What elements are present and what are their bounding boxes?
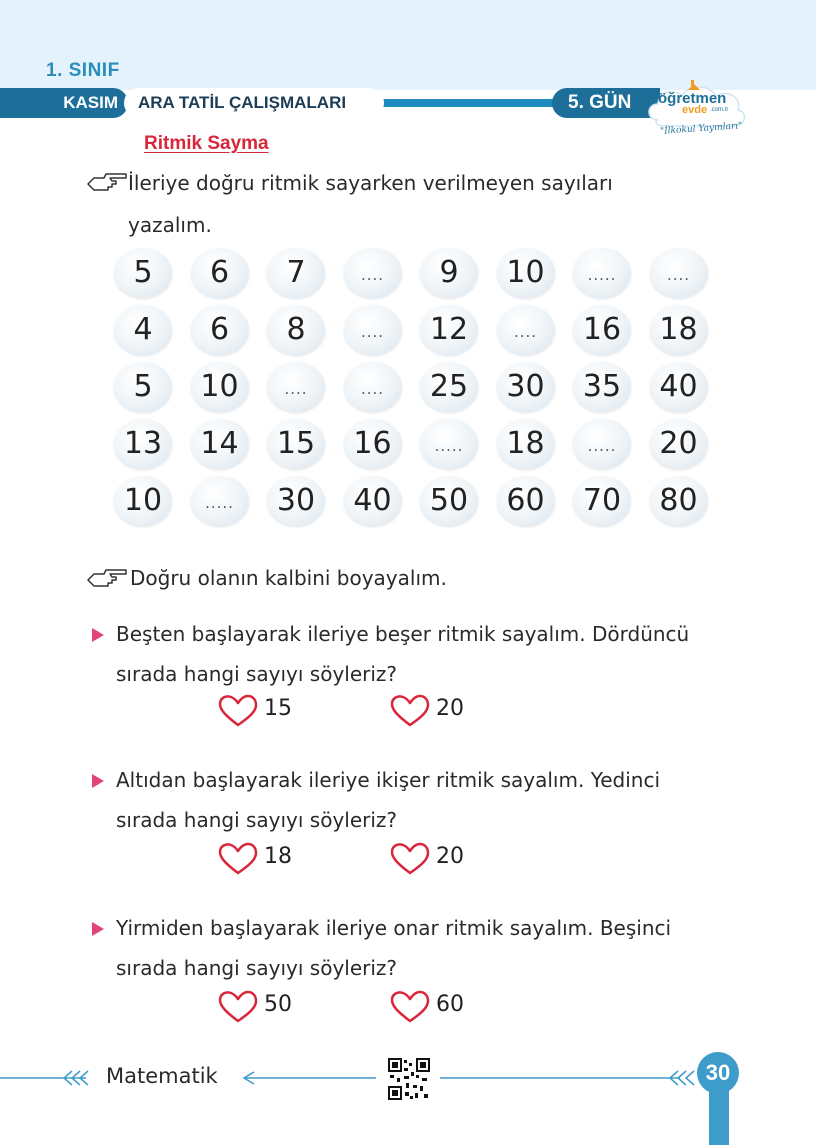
- month-badge: [0, 88, 128, 118]
- number-value: 9: [439, 255, 459, 290]
- publisher-logo: [644, 76, 748, 142]
- number-cell: [344, 303, 402, 357]
- number-cell: [191, 417, 249, 471]
- option-value: 18: [264, 844, 292, 869]
- blank-answer[interactable]: .....: [434, 437, 464, 455]
- number-cell: [497, 360, 555, 414]
- blank-answer[interactable]: ....: [513, 323, 538, 341]
- question-1-line-1: Beşten başlayarak ileriye beşer ritmik sayalım. Dördüncü: [116, 622, 690, 646]
- number-cell: [267, 303, 325, 357]
- number-cell: [497, 303, 555, 357]
- number-value: 80: [659, 483, 698, 518]
- heart-icon[interactable]: [390, 990, 430, 1024]
- month-label: KASIM: [63, 93, 118, 112]
- question-3-line-2: sırada hangi sayıyı söyleriz?: [116, 956, 398, 980]
- number-cell: [497, 474, 555, 528]
- number-value: 12: [429, 312, 469, 347]
- number-value: 4: [133, 312, 153, 347]
- number-cell: [420, 474, 478, 528]
- number-cell: [650, 474, 708, 528]
- number-cell: [650, 417, 708, 471]
- number-cell: [420, 303, 478, 357]
- option-value: 15: [264, 696, 292, 721]
- number-cell: [420, 246, 478, 300]
- number-value: 40: [659, 369, 698, 404]
- number-cell: [573, 246, 631, 300]
- heart-icon[interactable]: [218, 990, 258, 1024]
- number-cell: [114, 246, 172, 300]
- option-value: 60: [436, 992, 464, 1017]
- bullet-arrow-icon: [92, 628, 104, 642]
- heart-icon[interactable]: [218, 842, 258, 876]
- number-value: 5: [133, 369, 153, 404]
- question-3-line-1: Yirmiden başlayarak ileriye onar ritmik sayalım. Beşinci: [116, 916, 672, 940]
- header-bar: [0, 88, 560, 118]
- number-value: 16: [353, 426, 392, 461]
- number-value: 60: [506, 483, 545, 518]
- bullet-arrow-icon: [92, 774, 104, 788]
- number-cell: [420, 417, 478, 471]
- instruction-line-1: İleriye doğru ritmik sayarken verilmeyen sayıları: [128, 171, 613, 195]
- qr-code-icon[interactable]: [388, 1058, 430, 1100]
- number-cell: [497, 417, 555, 471]
- number-cell: [650, 246, 708, 300]
- number-value: 15: [276, 426, 316, 461]
- heart-icon[interactable]: [390, 694, 430, 728]
- number-value: 10: [123, 483, 163, 518]
- number-value: 8: [286, 312, 306, 347]
- number-value: 30: [276, 483, 316, 518]
- logo-text: öğretmen: [658, 90, 727, 107]
- question-2-line-2: sırada hangi sayıyı söyleriz?: [116, 808, 398, 832]
- option-value: 20: [436, 696, 464, 721]
- worksheet-title: ARA TATİL ÇALIŞMALARI: [124, 88, 384, 118]
- number-cell: [267, 474, 325, 528]
- number-cell: [344, 417, 402, 471]
- footer-subject: Matematik: [106, 1064, 218, 1088]
- bullet-arrow-icon: [92, 922, 104, 936]
- section-title: Ritmik Sayma: [144, 133, 269, 154]
- number-cell: [267, 246, 325, 300]
- number-value: 13: [123, 426, 163, 461]
- instruction-color-hearts: Doğru olanın kalbini boyayalım.: [130, 566, 447, 590]
- number-value: 10: [200, 369, 239, 404]
- number-cell: [191, 360, 249, 414]
- number-value: 40: [353, 483, 392, 518]
- number-cell: [573, 474, 631, 528]
- number-cell: [114, 360, 172, 414]
- number-value: 20: [659, 426, 698, 461]
- blank-answer[interactable]: .....: [587, 266, 617, 284]
- number-value: 6: [209, 255, 230, 290]
- number-cell: [267, 417, 325, 471]
- number-value: 7: [286, 255, 306, 290]
- number-cell: [650, 303, 708, 357]
- number-cell: [344, 474, 402, 528]
- blank-answer[interactable]: .....: [205, 494, 234, 512]
- pointing-hand-icon: [86, 566, 128, 590]
- instruction-line-2: yazalım.: [128, 213, 212, 237]
- logo-text-evde: evde: [682, 104, 708, 116]
- number-cell: [114, 417, 172, 471]
- number-cell: [191, 303, 249, 357]
- number-value: 25: [429, 369, 469, 404]
- question-2-line-1: Altıdan başlayarak ileriye ikişer ritmik sayalım. Yedinci: [116, 768, 661, 792]
- option-value: 20: [436, 844, 464, 869]
- number-cell: [420, 360, 478, 414]
- number-cell: [344, 246, 402, 300]
- logo-suffix: .com.tr: [710, 107, 729, 113]
- number-cell: [267, 360, 325, 414]
- page-number: 30: [697, 1052, 739, 1094]
- number-cell: [497, 246, 555, 300]
- pointing-hand-icon: [86, 170, 128, 194]
- number-value: 6: [209, 312, 230, 347]
- day-badge: 5. GÜN: [552, 88, 660, 118]
- number-cell: [344, 360, 402, 414]
- heart-icon[interactable]: [218, 694, 258, 728]
- blank-answer[interactable]: .....: [587, 437, 617, 455]
- blank-answer[interactable]: ....: [360, 380, 385, 398]
- blank-answer[interactable]: ....: [666, 266, 691, 284]
- heart-icon[interactable]: [390, 842, 430, 876]
- number-value: 18: [506, 426, 545, 461]
- number-value: 70: [582, 483, 622, 518]
- number-value: 35: [582, 369, 622, 404]
- number-value: 18: [659, 312, 698, 347]
- number-value: 5: [133, 255, 153, 290]
- number-value: 16: [582, 312, 622, 347]
- blank-answer[interactable]: ....: [284, 380, 308, 398]
- question-1-line-2: sırada hangi sayıyı söyleriz?: [116, 662, 398, 686]
- number-value: 50: [429, 483, 469, 518]
- number-cell: [573, 417, 631, 471]
- number-cell: [650, 360, 708, 414]
- logo-tagline: "İlkokul Yayınları": [659, 121, 743, 137]
- option-value: 50: [264, 992, 292, 1017]
- footer-line: [0, 1066, 700, 1090]
- number-cell: [573, 360, 631, 414]
- number-cell: [191, 246, 249, 300]
- grade-label: 1. SINIF: [46, 60, 120, 81]
- blank-answer[interactable]: ....: [360, 266, 385, 284]
- number-cell: [573, 303, 631, 357]
- number-cell: [114, 303, 172, 357]
- number-value: 14: [200, 426, 239, 461]
- number-value: 30: [506, 369, 545, 404]
- number-cell: [191, 474, 249, 528]
- number-value: 10: [506, 255, 545, 290]
- number-cell: [114, 474, 172, 528]
- blank-answer[interactable]: ....: [360, 323, 385, 341]
